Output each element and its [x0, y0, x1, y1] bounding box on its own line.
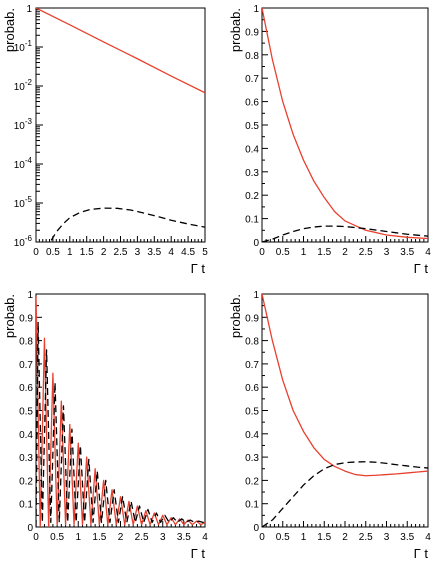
x-tick-label: 1 [75, 532, 82, 543]
y-tick-label: $10^{-1}$ [13, 39, 32, 54]
y-tick-label: 0.8 [245, 50, 259, 62]
y-tick-label: 0.3 [245, 167, 259, 179]
y-tick-label: 0.6 [19, 383, 33, 395]
y-tick-label: 0.9 [19, 313, 33, 325]
x-tick-label: 2.5 [358, 247, 373, 258]
x-tick-label: 0 [259, 532, 265, 543]
x-tick-label: 0.5 [275, 247, 290, 258]
y-axis-title: probab. [2, 8, 17, 53]
y-tick-label: 0.1 [19, 499, 33, 511]
y-tick-label: 0.5 [245, 406, 259, 418]
x-tick-label: 2 [100, 247, 107, 258]
x-tick-label: 1.5 [79, 247, 94, 258]
y-tick-label: 0.8 [19, 336, 33, 348]
x-tick-label: 3 [383, 532, 390, 543]
y-tick-label: 0.2 [19, 476, 33, 488]
y-tick-label: 0 [27, 523, 33, 534]
y-axis-title: probab. [228, 8, 243, 53]
y-tick-label: 0.5 [19, 406, 33, 418]
x-tick-label: 1 [300, 532, 307, 543]
x-tick-label: 0.5 [50, 532, 65, 543]
plot-frame [262, 8, 428, 242]
y-tick-label: 1 [253, 4, 259, 15]
x-tick-label: 3.5 [400, 247, 415, 258]
x-tick-label: 4 [425, 532, 431, 543]
x-tick-label: 2 [342, 247, 348, 258]
y-tick-label: 0.1 [245, 214, 259, 226]
y-tick-label: 0.4 [19, 429, 33, 441]
x-tick-label: 0 [33, 247, 39, 258]
x-tick-label: 4 [425, 247, 431, 258]
x-tick-label: 0 [33, 532, 39, 543]
plot-frame [262, 294, 428, 527]
x-tick-label: 0 [259, 247, 265, 258]
y-tick-label: $10^{-5}$ [13, 195, 32, 210]
x-axis-title: Γ t [190, 546, 205, 561]
x-tick-label: 3.5 [400, 532, 415, 543]
y-tick-label: 0.2 [245, 476, 259, 488]
x-axis-title: Γ t [413, 546, 428, 561]
y-tick-label: 0.2 [245, 191, 259, 203]
x-tick-label: 0.5 [45, 247, 60, 258]
x-tick-label: 0.5 [275, 532, 290, 543]
chart-panel-3 [2, 290, 208, 561]
x-tick-label: 2.5 [113, 247, 128, 258]
x-tick-label: 1.5 [92, 532, 107, 543]
chart-panel-2 [228, 4, 431, 276]
x-tick-label: 2 [342, 532, 348, 543]
y-tick-label: 0.9 [245, 313, 259, 325]
x-tick-label: 1.5 [317, 532, 332, 543]
x-tick-label: 4 [168, 247, 174, 258]
x-tick-label: 2.5 [358, 532, 373, 543]
series-solid-line [262, 8, 428, 238]
x-tick-label: 2 [117, 532, 124, 543]
x-tick-label: 4.5 [181, 247, 196, 258]
y-tick-label: 0 [253, 523, 259, 534]
series-solid-line [262, 294, 428, 476]
x-tick-label: 3 [383, 247, 390, 258]
y-tick-label: 1 [253, 290, 259, 301]
series-solid-line [36, 296, 205, 527]
y-tick-label: 0.4 [245, 429, 259, 441]
y-axis-title: probab. [2, 294, 17, 339]
x-tick-label: 3 [134, 247, 141, 258]
y-tick-label: $10^{-4}$ [13, 156, 32, 171]
plot-frame [36, 8, 205, 242]
y-tick-label: 0.7 [245, 74, 259, 86]
y-tick-label: 0.7 [245, 359, 259, 371]
y-tick-label: 0.3 [245, 453, 259, 465]
chart-panel-4 [228, 290, 431, 561]
y-tick-label: $10^{-2}$ [13, 78, 32, 93]
x-axis-title: Γ t [190, 261, 205, 276]
x-tick-label: 3.5 [176, 532, 191, 543]
y-tick-label: 0.7 [19, 359, 33, 371]
y-tick-label: 0.8 [245, 336, 259, 348]
x-tick-label: 3 [159, 532, 166, 543]
x-tick-label: 1.5 [317, 247, 332, 258]
x-axis-title: Γ t [413, 261, 428, 276]
x-tick-label: 1 [67, 247, 73, 258]
y-tick-label: $10^{-6}$ [13, 234, 32, 249]
y-tick-label: 1 [27, 290, 33, 301]
y-tick-label: 0.3 [19, 453, 33, 465]
y-tick-label: 0.4 [245, 144, 259, 156]
y-tick-label: $10^{-3}$ [13, 117, 32, 132]
y-tick-label: 1 [26, 4, 32, 15]
x-tick-label: 5 [202, 247, 208, 258]
y-tick-label: 0.6 [245, 383, 259, 395]
y-tick-label: 0.6 [245, 97, 259, 109]
y-tick-label: 0.1 [245, 499, 259, 511]
x-tick-label: 2.5 [134, 532, 149, 543]
x-tick-label: 3.5 [147, 247, 162, 258]
y-tick-label: 0.5 [245, 121, 259, 132]
y-tick-label: 0.9 [245, 27, 259, 39]
x-tick-label: 4 [202, 532, 208, 543]
chart-panel-1 [2, 4, 208, 276]
y-tick-label: 0 [253, 238, 259, 249]
y-axis-title: probab. [228, 294, 243, 339]
series-dashed-line [51, 208, 205, 240]
x-tick-label: 1 [300, 247, 307, 258]
series-solid-line [36, 8, 205, 93]
